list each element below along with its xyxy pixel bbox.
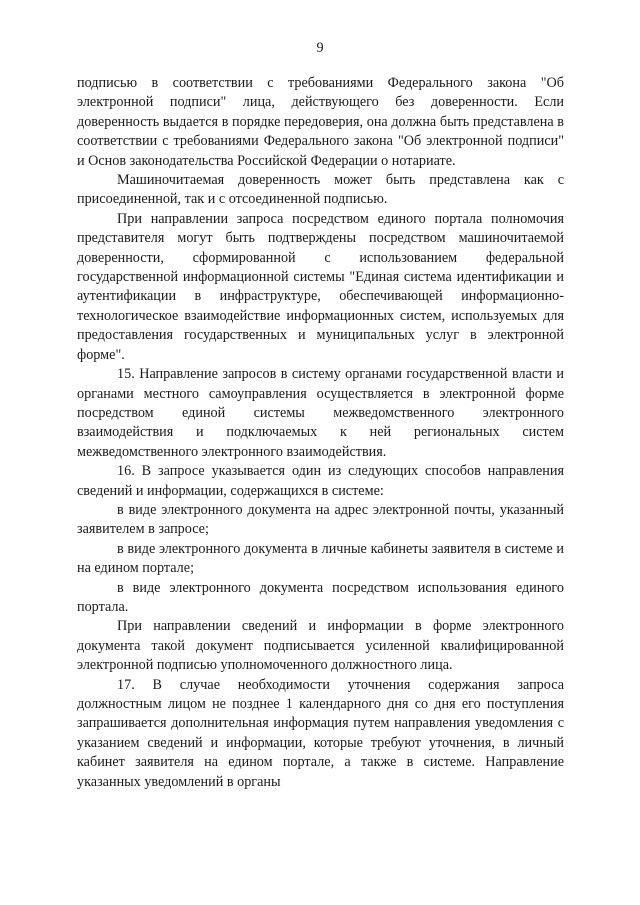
list-item-portal-delivery: в виде электронного документа посредством использования единого портала. <box>77 579 564 615</box>
paragraph-clause-15: 15. Направление запросов в систему органами государственной власти и органами местного самоуправления осуществляется в электронной форме посредством единой системы межведомственного электронного взаимодействия и подключаемых к ней региональных систем межведомственного электронного взаимодействия. <box>77 366 564 460</box>
paragraph-clause-17: 17. В случае необходимости уточнения содержания запроса должностным лицом не позднее 1 календарного дня со дня его поступления запрашивается дополнительная информация путем направления уведомления с указанием сведений и информации, которые требуют уточнения, в личный кабинет заявителя на едином портале, а также в системе. Направление указанных уведомлений в органы <box>77 676 564 790</box>
paragraph-portal-authority: При направлении запроса посредством единого портала полномочия представителя могут быть подтверждены посредством машиночитаемой доверенности, сформированной с использованием федеральной государственной информационной системы "Единая система идентификации и аутентификации в инфраструктуре, обеспечивающей информационно-технологическое взаимодействие информационных систем, используемых для предоставления государственных и муниципальных услуг в электронной форме". <box>77 210 564 363</box>
list-item-cabinet-delivery: в виде электронного документа в личные кабинеты заявителя в системе и на едином портале; <box>77 540 564 577</box>
paragraph-machine-readable-power: Машиночитаемая доверенность может быть представлена как с присоединенной, так и с отсоединенной подписью. <box>77 172 564 208</box>
page-number: 9 <box>316 40 324 56</box>
paragraph-clause-16: 16. В запросе указывается один из следующих способов направления сведений и информации, содержащихся в системе: <box>77 463 564 499</box>
document-body <box>77 74 564 792</box>
paragraph-signature-requirements: подписью в соответствии с требованиями Федерального закона "Об электронной подписи" лица, действующего без доверенности. Если доверенность выдается в порядке передоверия, она должна быть представлена в соответствии с требованиями Федерального закона "Об электронной подписи" и Основ законодательства Российской Федерации о нотариате. <box>77 75 564 169</box>
list-item-email-delivery: в виде электронного документа на адрес электронной почты, указанный заявителем в запросе; <box>77 501 564 538</box>
paragraph-qualified-signature: При направлении сведений и информации в форме электронного документа такой документ подписывается усиленной квалифицированной электронной подписью уполномоченного должностного лица. <box>77 618 564 674</box>
